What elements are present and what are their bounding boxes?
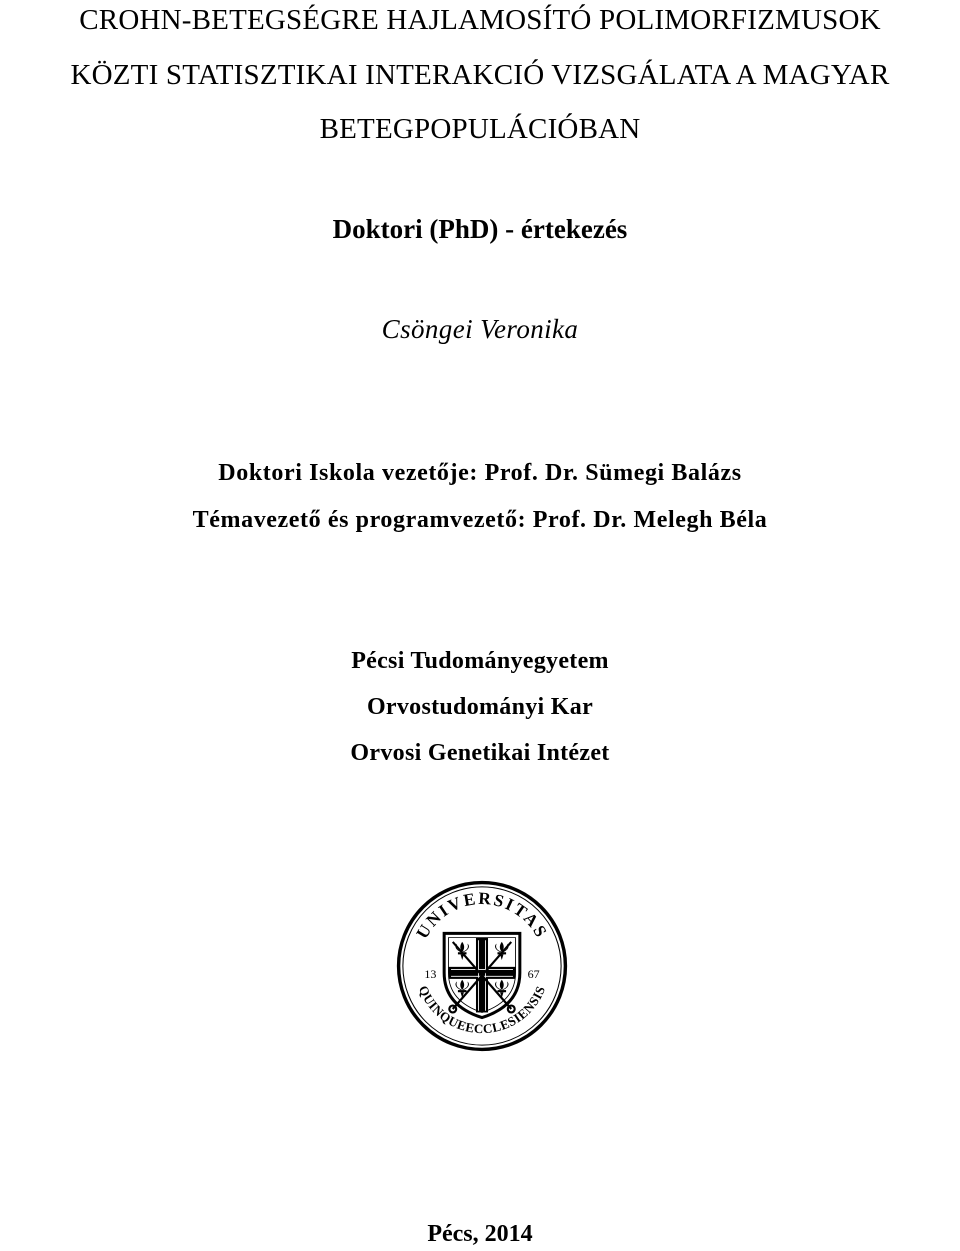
thesis-title-line-3: BETEGPOPULÁCIÓBAN: [319, 113, 641, 145]
seal-text-top: UNIVERSITAS: [412, 888, 552, 943]
supervisor: Témavezető és programvezető: Prof. Dr. Melegh Béla: [192, 507, 768, 533]
thesis-title-line-2: KÖZTI STATISZTIKAI INTERAKCIÓ VIZSGÁLATA A MAGYAR: [70, 59, 890, 91]
document-type: Doktori (PhD) - értekezés: [332, 214, 628, 244]
seal-year-right: 67: [527, 967, 540, 982]
seal-text-bottom: QUINQUEECCLESIENSIS: [415, 983, 549, 1037]
author-name: Csöngei Veronika: [381, 314, 579, 344]
university-name: Pécsi Tudományegyetem: [351, 648, 609, 674]
seal-year-left: 13: [424, 967, 437, 982]
institute-name: Orvosi Genetikai Intézet: [350, 740, 610, 766]
place-and-year: Pécs, 2014: [427, 1221, 533, 1247]
faculty-name: Orvostudományi Kar: [366, 694, 594, 720]
thesis-title-line-1: CROHN-BETEGSÉGRE HAJLAMOSÍTÓ POLIMORFIZMUSOK: [79, 4, 881, 36]
university-seal: [396, 880, 568, 1052]
school-head: Doktori Iskola vezetője: Prof. Dr. Sümegi Balázs: [218, 460, 742, 486]
